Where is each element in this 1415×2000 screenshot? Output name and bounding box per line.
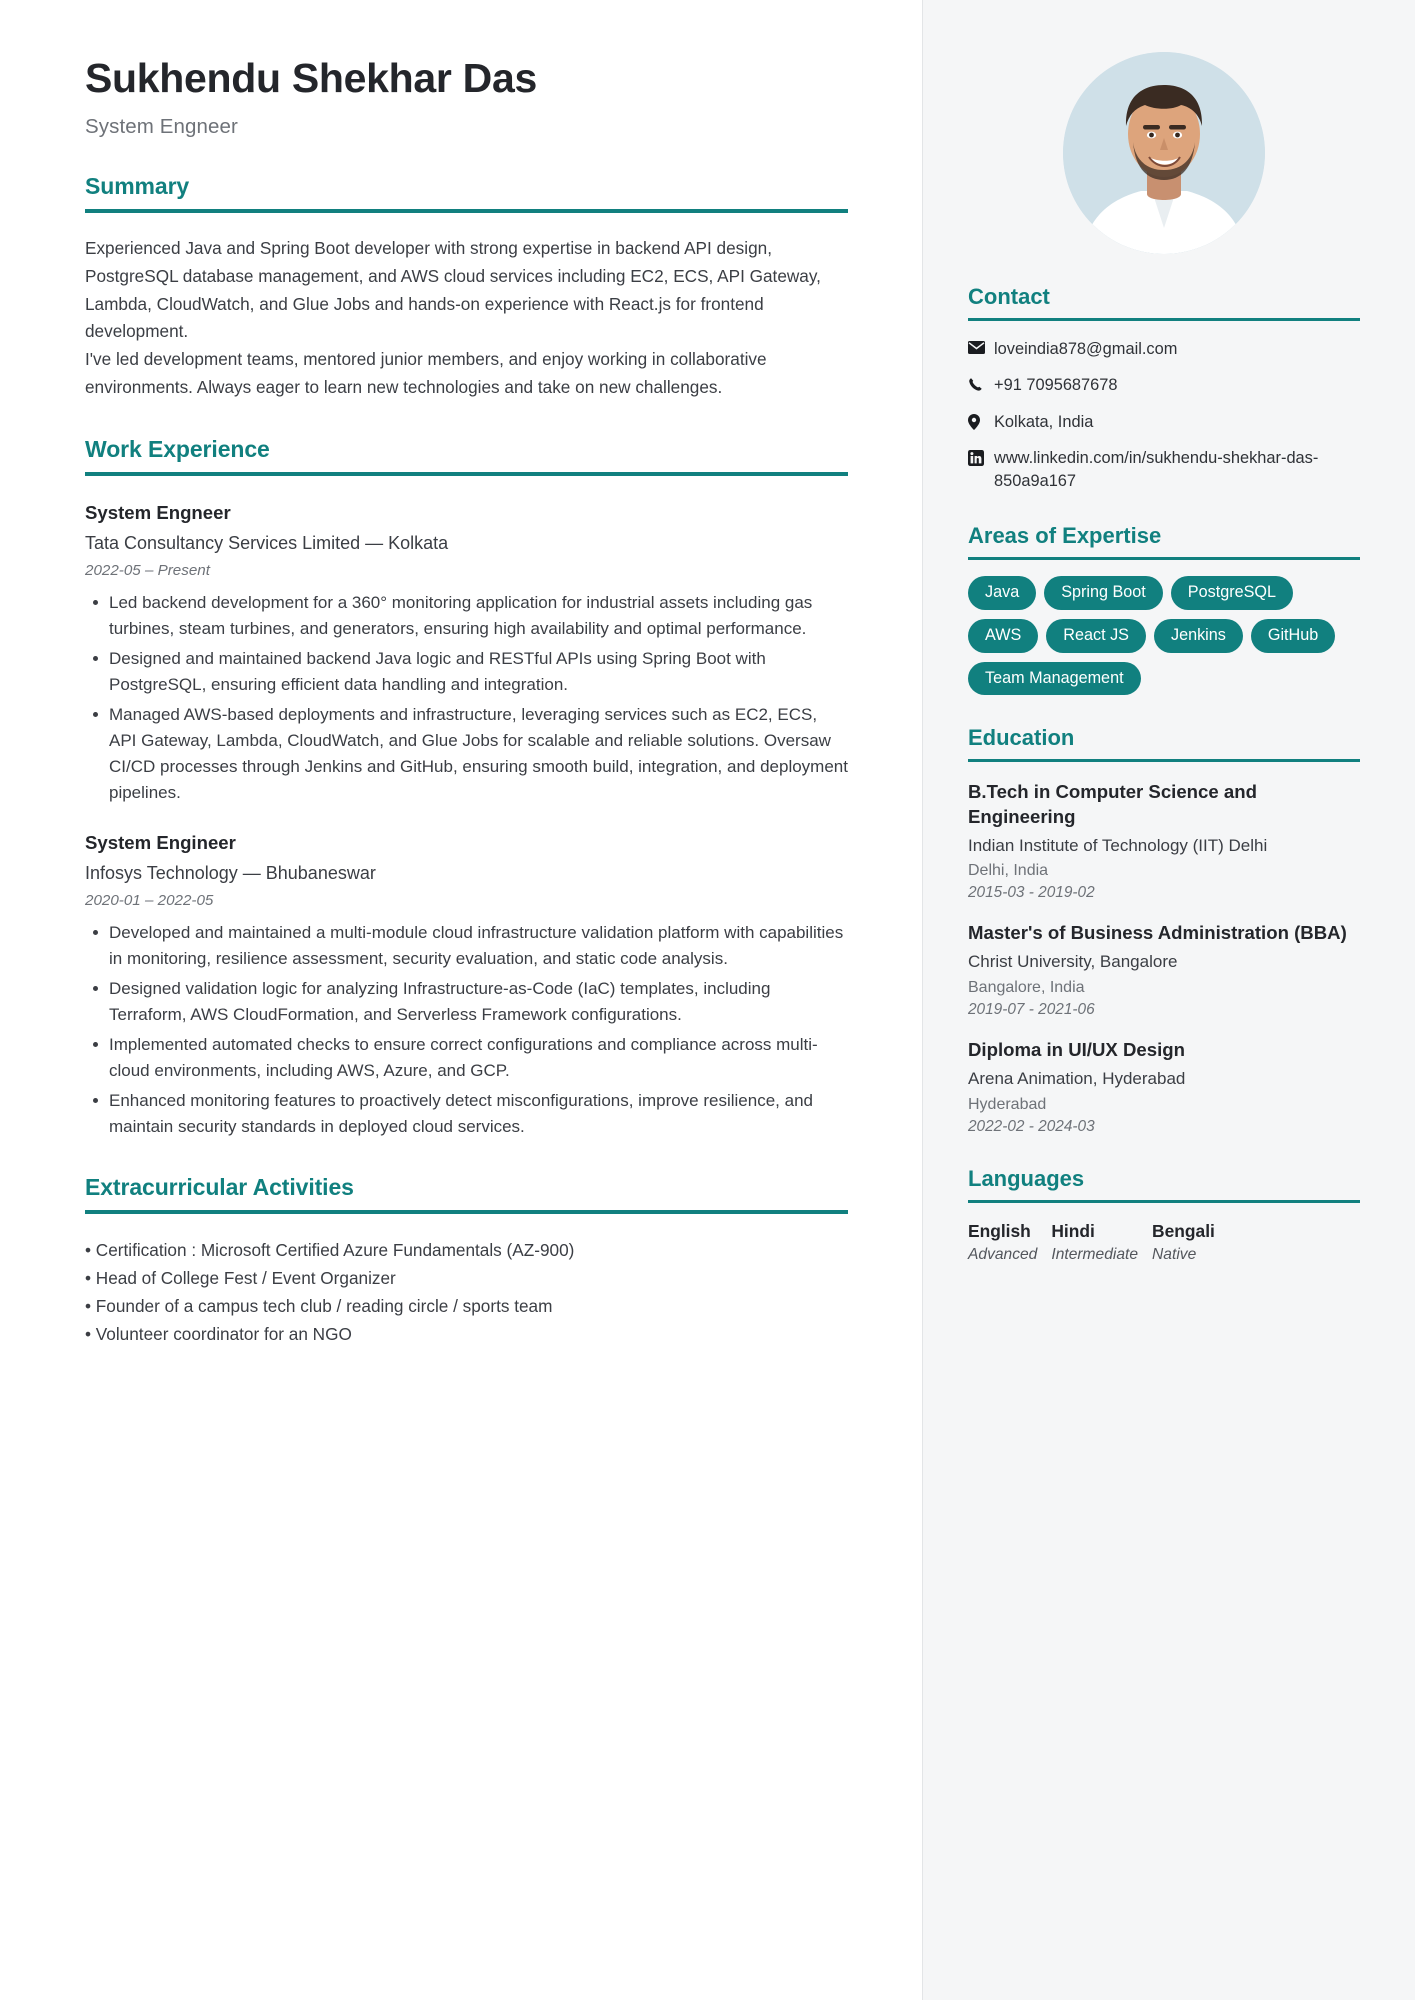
expertise-tag: PostgreSQL <box>1171 576 1293 610</box>
languages-heading: Languages <box>968 1165 1085 1191</box>
job-title: System Engneer <box>85 502 231 524</box>
summary-paragraph-1: Experienced Java and Spring Boot developer with strong expertise in backend API design, PostgreSQL database management, and AWS cloud services including EC2, ECS, API Gateway, Lambda, CloudWatch, and Glue Jobs and hands-on experience with React.js for frontend development. <box>85 237 821 342</box>
education-degree: Master's of Business Administration (BBA) <box>968 922 1347 944</box>
language-entry <box>1051 1221 1138 1264</box>
contact-divider <box>968 318 1360 321</box>
education-dates: 2015-03 - 2019-02 <box>968 884 1095 902</box>
extracurricular-item: • Certification : Microsoft Certified Azure Fundamentals (AZ-900) <box>85 1240 575 1261</box>
summary-body <box>85 235 848 402</box>
education-dates: 2019-07 - 2021-06 <box>968 1001 1095 1019</box>
language-level: Native <box>1152 1245 1197 1263</box>
contact-section <box>968 284 1360 493</box>
job-bullet-list <box>85 590 848 806</box>
job-entry <box>85 832 848 1140</box>
header-block <box>85 56 848 139</box>
expertise-tag: Spring Boot <box>1044 576 1163 610</box>
expertise-divider <box>968 557 1360 560</box>
extracurricular-item: • Volunteer coordinator for an NGO <box>85 1324 352 1345</box>
contact-item-location <box>968 411 1360 434</box>
contact-heading: Contact <box>968 284 1050 309</box>
summary-paragraph-2: I've led development teams, mentored junior members, and enjoy working in collaborative environments. Always eager to learn new technologies and take on new challenges. <box>85 349 767 398</box>
avatar-wrap <box>968 52 1360 254</box>
envelope-icon <box>968 338 994 354</box>
education-entry <box>968 780 1360 902</box>
contact-value-location: Kolkata, India <box>994 412 1094 431</box>
education-entry <box>968 1038 1360 1136</box>
education-section <box>968 725 1360 1136</box>
contact-value-linkedin: www.linkedin.com/in/sukhendu-shekhar-das-850a9a167 <box>994 448 1319 491</box>
expertise-section <box>968 523 1360 695</box>
education-place: Bangalore, India <box>968 979 1085 997</box>
extracurricular-heading: Extracurricular Activities <box>85 1174 354 1201</box>
avatar <box>1063 52 1265 254</box>
expertise-tag: Java <box>968 576 1036 610</box>
expertise-tag: GitHub <box>1251 619 1335 653</box>
language-name: Hindi <box>1051 1220 1095 1241</box>
job-bullet: Developed and maintained a multi-module cloud infrastructure validation platform with capabilities in monitoring, resilience assessment, security evaluation, and static code analysis. <box>106 920 848 972</box>
job-bullet: Led backend development for a 360° monitoring application for industrial assets including gas turbines, steam turbines, and generators, ensuring high availability and optimal performance. <box>106 590 848 642</box>
expertise-tag: AWS <box>968 619 1038 653</box>
language-entry <box>968 1221 1037 1264</box>
education-degree: B.Tech in Computer Science and Engineering <box>968 781 1257 827</box>
education-school: Indian Institute of Technology (IIT) Delhi <box>968 835 1268 855</box>
education-school: Christ University, Bangalore <box>968 952 1178 972</box>
job-company: Tata Consultancy Services Limited — Kolkata <box>85 533 449 554</box>
location-pin-icon <box>968 411 994 430</box>
education-place: Delhi, India <box>968 862 1049 880</box>
sidebar-column <box>922 0 1415 2000</box>
language-entry <box>1152 1221 1215 1264</box>
summary-heading: Summary <box>85 172 190 199</box>
contact-item-linkedin[interactable] <box>968 447 1360 494</box>
extracurricular-list <box>85 1236 848 1348</box>
header-role: System Engneer <box>85 114 238 138</box>
education-divider <box>968 759 1360 762</box>
language-name: Bengali <box>1152 1220 1215 1241</box>
extracurricular-section <box>85 1174 848 1348</box>
job-bullet: Enhanced monitoring features to proactively detect misconfigurations, improve resilience, and maintain security standards in deployed cloud services. <box>106 1088 848 1140</box>
languages-section <box>968 1166 1360 1264</box>
job-bullet: Designed validation logic for analyzing Infrastructure-as-Code (IaC) templates, including Terraform, AWS CloudFormation, and Serverless Framework configurations. <box>106 976 848 1028</box>
work-experience-heading: Work Experience <box>85 436 270 463</box>
expertise-tag: Jenkins <box>1154 619 1243 653</box>
extracurricular-divider <box>85 1210 848 1214</box>
page-title: Sukhendu Shekhar Das <box>85 55 537 101</box>
job-entry <box>85 502 848 806</box>
work-experience-section <box>85 436 848 1140</box>
languages-divider <box>968 1200 1360 1203</box>
job-dates: 2022-05 – Present <box>85 562 210 580</box>
education-school: Arena Animation, Hyderabad <box>968 1069 1186 1089</box>
language-name: English <box>968 1220 1031 1241</box>
contact-value-email: loveindia878@gmail.com <box>994 340 1178 358</box>
expertise-tag: React JS <box>1046 619 1146 653</box>
language-level: Advanced <box>968 1245 1038 1263</box>
job-dates: 2020-01 – 2022-05 <box>85 892 214 910</box>
education-degree: Diploma in UI/UX Design <box>968 1039 1185 1061</box>
language-level: Intermediate <box>1051 1245 1139 1263</box>
summary-section <box>85 173 848 402</box>
linkedin-icon <box>968 447 994 466</box>
education-entry <box>968 921 1360 1019</box>
contact-item-email[interactable] <box>968 338 1360 361</box>
job-company: Infosys Technology — Bhubaneswar <box>85 863 376 884</box>
extracurricular-item: • Head of College Fest / Event Organizer <box>85 1268 396 1289</box>
expertise-tag: Team Management <box>968 662 1141 696</box>
contact-value-phone: +91 7095687678 <box>994 376 1118 395</box>
education-place: Hyderabad <box>968 1095 1047 1113</box>
job-bullet: Implemented automated checks to ensure correct configurations and compliance across multi-cloud environments, including AWS, Azure, and GCP. <box>106 1032 848 1084</box>
education-heading: Education <box>968 725 1075 751</box>
summary-divider <box>85 209 848 213</box>
job-title: System Engineer <box>85 832 236 854</box>
expertise-tag-list <box>968 576 1360 695</box>
education-dates: 2022-02 - 2024-03 <box>968 1117 1095 1135</box>
phone-icon <box>968 374 994 392</box>
contact-list <box>968 338 1360 493</box>
contact-item-phone[interactable] <box>968 374 1360 397</box>
job-bullet: Managed AWS-based deployments and infrastructure, leveraging services such as EC2, ECS, API Gateway, Lambda, CloudWatch, and Glue Jobs for scalable and reliable solutions. Oversaw CI/CD processes through Jenkins and GitHub, ensuring smooth build, integration, and deployment pipelines. <box>106 702 848 806</box>
languages-list <box>968 1221 1360 1264</box>
work-experience-divider <box>85 472 848 476</box>
job-bullet: Designed and maintained backend Java logic and RESTful APIs using Spring Boot with PostgreSQL, ensuring efficient data handling and integration. <box>106 646 848 698</box>
expertise-heading: Areas of Expertise <box>968 523 1162 549</box>
extracurricular-item: • Founder of a campus tech club / reading circle / sports team <box>85 1296 553 1317</box>
job-bullet-list <box>85 920 848 1140</box>
